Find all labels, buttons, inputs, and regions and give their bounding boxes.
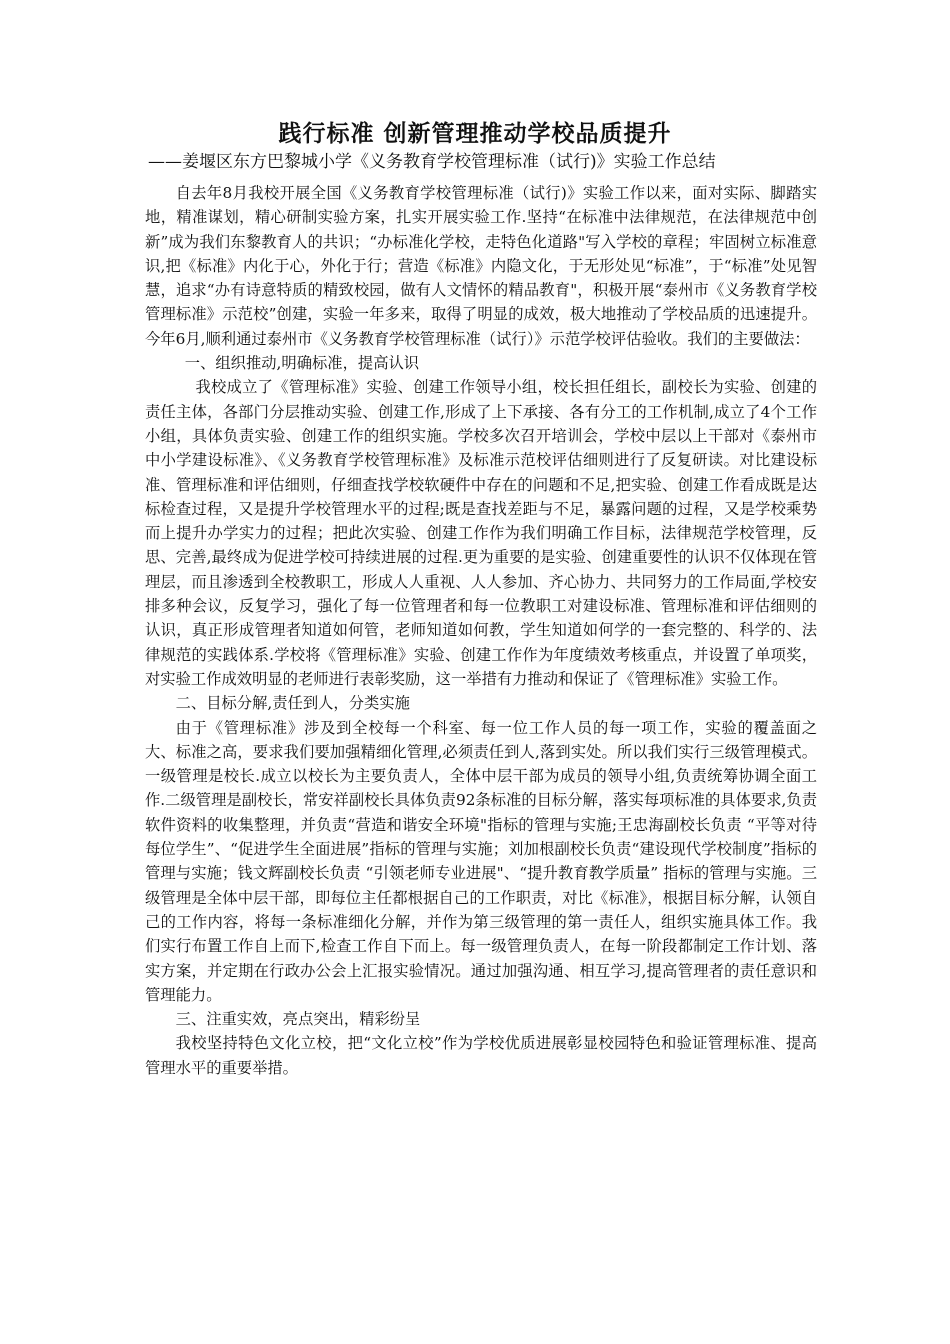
- document-body: [145, 181, 817, 1080]
- section-paragraph-2: 由于《管理标准》涉及到全校每一个科室、每一位工作人员的每一项工作，实验的覆盖面之大、标准之高，要求我们要加强精细化管理,必须责任到人,落到实处。所以我们实行三级管理模式。一级管理是校长.成立以校长为主要负责人，全体中层干部为成员的领导小组,负责统筹协调全面工作.二级管理是副校长，常安祥副校长具体负责92条标准的目标分解，落实每项标准的具体要求,负责软件资料的收集整理，并负责“营造和谐安全环境"指标的管理与实施;王忠海副校长负责 “平等对待每位学生”、“促进学生全面进展”指标的管理与实施；刘加根副校长负责“建设现代学校制度”指标的管理与实施；钱文辉副校长负责 “引领老师专业进展"、“提升教育教学质量” 指标的管理与实施。三级管理是全体中层干部，即每位主任都根据自己的工作职责，对比《标准》，根据目标分解，认领自己的工作内容，将每一条标准细化分解，并作为第三级管理的第一责任人，组织实施具体工作。我们实行布置工作自上而下,检查工作自下而上。每一级管理负责人，在每一阶段都制定工作计划、落实方案，并定期在行政办公会上汇报实验情况。通过加强沟通、相互学习,提高管理者的责任意识和管理能力。: [145, 718, 817, 1004]
- section-heading-3: 三、注重实效，亮点突出，精彩纷呈: [175, 1010, 421, 1029]
- document-title: 践行标准 创新管理推动学校品质提升: [278, 120, 672, 147]
- section-paragraph-3: 我校坚持特色文化立校，把“文化立校”作为学校优质进展彰显校园特色和验证管理标准、提高管理水平的重要举措。: [145, 1034, 817, 1077]
- document-subtitle: ——姜堰区东方巴黎城小学《义务教育学校管理标准（试行)》实验工作总结: [148, 152, 716, 172]
- section-paragraph-1: 我校成立了《管理标准》实验、创建工作领导小组，校长担任组长，副校长为实验、创建的责任主体，各部门分层推动实验、创建工作,形成了上下承接、各有分工的工作机制,成立了4个工作小组，具体负责实验、创建工作的组织实施。学校多次召开培训会，学校中层以上干部对《泰州市中小学建设标准》、《义务教育学校管理标准》及标准示范校评估细则进行了反复研读。对比建设标准、管理标准和评估细则，仔细查找学校软硬件中存在的问题和不足,把实验、创建工作看成既是达标检查过程，又是提升学校管理水平的过程;既是查找差距与不足，暴露问题的过程，又是学校乘势而上提升办学实力的过程；把此次实验、创建工作作为我们明确工作目标，法律规范学校管理，反思、完善,最终成为促进学校可持续进展的过程.更为重要的是实验、创建重要性的认识不仅体现在管理层，而且渗透到全校教职工，形成人人重视、人人参加、齐心协力、共同努力的工作局面,学校安排多种会议，反复学习，强化了每一位管理者和每一位教职工对建设标准、管理标准和评估细则的认识，真正形成管理者知道如何管，老师知道如何教，学生知道如何学的一套完整的、科学的、法律规范的实践体系.学校将《管理标准》实验、创建工作作为年度绩效考核重点，并设置了单项奖，对实验工作成效明显的老师进行表彰奖励，这一举措有力推动和保证了《管理标准》实验工作。: [145, 378, 817, 688]
- intro-paragraph: 自去年8月我校开展全国《义务教育学校管理标准（试行)》实验工作以来，面对实际、脚踏实地，精准谋划，精心研制实验方案，扎实开展实验工作.坚持“在标准中法律规范，在法律规范中创新”成为我们东黎教育人的共识；“办标准化学校，走特色化道路"写入学校的章程；牢固树立标准意识,把《标准》内化于心，外化于行；营造《标准》内隐文化，于无形处见“标准”，于“标准”处见智慧，追求“办有诗意特质的精致校园，做有人文情怀的精品教育"，积极开展“泰州市《义务教育学校管理标准》示范校”创建，实验一年多来，取得了明显的成效，极大地推动了学校品质的迅速提升。今年6月,顺利通过泰州市《义务教育学校管理标准（试行）》示范学校评估验收。我们的主要做法：: [145, 184, 817, 348]
- section-heading-2: 二、目标分解,责任到人，分类实施: [175, 694, 410, 713]
- section-heading-1: 一、组织推动,明确标准，提高认识: [184, 354, 420, 373]
